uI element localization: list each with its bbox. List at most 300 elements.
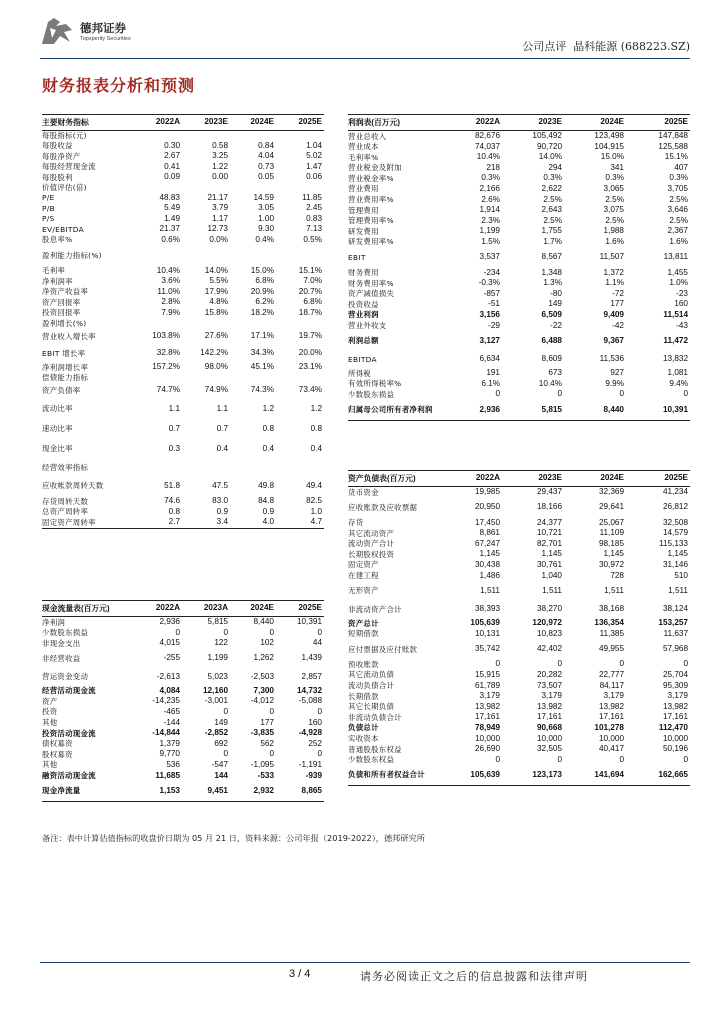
cell-value [134,459,182,476]
table-title: 利润表(百万元) [348,117,400,127]
cell-value: 1,199 [479,226,500,236]
row-label: 其它长期负债 [348,702,395,712]
cell-value: -0.3% [478,278,500,288]
cell-value: 27.6% [204,331,228,341]
cell-value: 13,982 [474,701,500,711]
cell-value: 0.73 [258,161,274,171]
cell-value [230,183,276,193]
cell-value: 160 [308,717,322,727]
cell-value: 1,511 [604,585,624,595]
cell-value: 17,161 [598,712,624,722]
table-row [42,496,324,507]
row-label: 资产负债率 [42,385,81,395]
table-row [348,299,690,310]
cell-value: 25,704 [662,669,688,679]
cell-value: -234 [483,267,500,277]
table-row [42,718,324,729]
row-label: 存货周转天数 [42,496,89,506]
cell-value: 294 [548,162,562,172]
table-row [348,184,690,195]
cell-value: 22,777 [598,669,624,679]
cell-value: 105,492 [532,131,562,140]
cell-value: 38,270 [536,604,562,614]
cell-value: 0 [557,754,562,764]
cell-value: 0.4 [216,443,228,453]
row-label: 营业总收入 [348,131,387,141]
cell-value: 20,950 [474,502,500,512]
cell-value [182,183,230,193]
row-label: 投资收益 [348,299,379,309]
row-label: 其它流动资产 [348,528,395,538]
cell-value: 0.3% [605,173,624,183]
cell-value: 123,173 [532,769,562,779]
table-row [42,781,324,802]
cell-value: 0.7 [216,423,228,433]
cell-value: 14.59 [253,192,274,202]
cell-value: 0 [223,706,228,716]
cell-value: 32.8% [156,348,180,358]
table-row [42,183,324,193]
cell-value [134,183,182,193]
cell-value: 10.4% [538,378,562,388]
cell-value: 144 [214,770,228,780]
cell-value: 31,146 [662,559,688,569]
cell-value: 0 [317,706,322,716]
cell-value: 14.0% [538,152,562,162]
cell-value: 11,514 [663,309,688,319]
cell-value: 15.0% [250,265,274,275]
cell-value: 73,507 [536,680,562,690]
cell-value: 2.5% [543,194,562,204]
page-title: 财务报表分析和预测 [42,76,196,95]
table-row [42,739,324,750]
row-label: 债权募资 [42,739,73,749]
cell-value: 1,455 [667,267,688,277]
cell-value: 3.05 [258,203,274,213]
cell-value: 1,988 [603,226,624,236]
cell-value: 11,685 [155,770,180,780]
cell-value: 2,857 [301,671,322,681]
cell-value: 2,936 [159,617,180,626]
cell-value: 13,982 [598,701,624,711]
cell-value: 1,040 [541,570,562,580]
page-number: 3 / 4 [289,968,311,980]
table-row [42,203,324,214]
table-row [42,507,324,518]
table-row [348,518,690,529]
cell-value: 0.30 [164,140,180,150]
table-row [348,560,690,571]
cell-value: 17.9% [204,286,228,296]
income-statement-panel [348,114,690,421]
row-label: 管理费用 [348,205,379,215]
cell-value: 0 [223,627,228,637]
cell-value: 101,278 [594,722,624,732]
cell-value: 728 [610,570,624,580]
cell-value: 3.6% [161,276,180,286]
cell-value: 1.1 [216,403,228,413]
cell-value: -1,095 [250,759,274,769]
row-label: 营业利润 [348,310,379,320]
table-row [42,362,324,373]
table-row [42,373,324,383]
cell-value: 2,367 [667,226,688,236]
cell-value: 1,372 [603,267,624,277]
table-row [42,760,324,771]
cell-value: 38,393 [474,604,500,614]
cell-value: 38,124 [662,604,688,614]
table-row [42,214,324,225]
cell-value: 1,348 [541,267,562,277]
footer-divider [40,962,690,963]
cell-value: 1.04 [306,140,322,150]
table-row [42,617,324,628]
row-label: 短期借款 [348,629,379,639]
table-title: 资产负债表(百万元) [348,473,416,483]
row-label: 净利润率 [42,276,73,286]
cell-value: -533 [257,770,274,780]
cell-value: 1,145 [541,549,562,559]
cell-value: 0 [557,659,562,669]
cell-value: 5,023 [207,671,228,681]
table-row [42,308,324,319]
cell-value: 0.41 [164,161,180,171]
cell-value: 0.3% [669,173,688,183]
cell-value: 0.6% [161,234,180,244]
cell-value: 1.0 [310,506,322,516]
row-label: 实收资本 [348,734,379,743]
cell-value: 30,761 [536,559,562,569]
cell-value: 1.6% [605,236,624,246]
cell-value: 32,508 [662,517,688,527]
cell-value: 10,823 [536,628,562,638]
cell-value: 8,609 [541,354,562,364]
cell-value [134,373,182,383]
cell-value: 1,511 [668,585,688,595]
cell-value: 105,639 [470,618,500,628]
table-row [348,289,690,300]
cell-value: -43 [676,320,688,330]
row-label: 少数股东权益 [348,755,395,765]
table-row [348,702,690,713]
row-label: 资产减值损失 [348,289,395,299]
cell-value: 11,385 [599,628,624,638]
cell-value: 10,000 [536,733,562,743]
cell-value: 5.49 [164,203,180,213]
table-row [42,131,324,141]
cell-value: 0 [317,749,322,759]
cell-value: 1.0% [669,278,688,288]
year-header: 2023E [538,473,562,483]
table-row [42,382,324,399]
cell-value: 0.3% [543,173,562,183]
year-header: 2025E [664,473,688,483]
cell-value: 8,440 [603,404,624,414]
cell-value: 1.6% [669,236,688,246]
row-label: 营业费用 [348,184,379,194]
table-row [348,734,690,745]
cell-value: 1.2 [262,403,274,413]
cell-value: 123,498 [594,131,624,140]
row-label: 非经营收益 [42,653,81,663]
cell-value: 122 [214,638,228,648]
cell-value: 3,179 [479,691,500,701]
cell-value: 13,982 [536,701,562,711]
cell-value: 78,949 [474,722,500,732]
cell-value: 1,755 [541,226,562,236]
row-label: EBITDA [348,354,377,364]
company-name-en: Topsperity Securities [80,36,131,42]
cell-value: 2.5% [605,215,624,225]
table-row [348,163,690,174]
cell-value: 3,156 [479,309,500,319]
table-row [42,728,324,739]
cell-value: 57,968 [662,644,688,654]
cell-value: 1.5% [481,236,500,246]
cell-value [230,459,276,476]
row-label: P/S [42,214,55,224]
table-row [348,400,690,421]
cell-value: 84.8 [258,496,274,506]
cell-value: 10,000 [598,733,624,743]
year-header: 2025E [298,117,322,127]
cell-value: 0.4 [310,443,322,453]
row-label: 预收账款 [348,659,379,669]
cell-value: 7,300 [253,685,274,695]
row-label: EV/EBITDA [42,224,84,234]
cell-value [182,459,230,476]
cell-value: 3,127 [479,335,500,345]
cell-value: 2.5% [669,194,688,204]
table-row [348,539,690,550]
table-row [348,195,690,206]
cell-value: 3,646 [667,205,688,215]
year-header: 2025E [298,603,322,613]
row-label: EBIT [348,252,366,262]
cell-value: 15.1% [664,152,688,162]
cell-value: 18.2% [250,307,274,317]
cell-value: 3,179 [603,691,624,701]
row-label: 其它流动负债 [348,670,395,680]
cell-value: 15,915 [474,669,500,679]
row-label: 研发费用率% [348,237,394,247]
cell-value: 1,511 [480,585,500,595]
cell-value: 147,848 [658,131,688,140]
cell-value: 10.4% [156,265,180,275]
row-label: 其他 [42,718,58,728]
cell-value: 30,972 [598,559,624,569]
cell-value: 6.2% [255,297,274,307]
row-label: 净利润 [42,617,66,627]
table-row [348,581,690,601]
table-row [348,629,690,640]
table-row [42,638,324,649]
cell-value: 177 [610,299,624,309]
cell-value: 83.0 [212,496,228,506]
footer-disclaimer: 请务必阅读正文之后的信息披露和法律声明 [360,970,588,983]
table-title: 主要财务指标 [42,117,89,127]
row-label: 营业费用率% [348,195,394,205]
cell-value: 2,936 [479,404,500,414]
cell-value: 1,914 [479,205,500,215]
cell-value: 1,153 [159,785,180,795]
cell-value: -144 [163,717,180,727]
cell-value [276,319,324,329]
year-header: 2024E [250,603,274,613]
cell-value: -4,928 [298,728,322,738]
balance-sheet-panel [348,470,690,786]
cell-value: 341 [610,162,624,172]
cell-value: 8,567 [541,252,562,262]
cell-value: 4.7 [310,517,322,527]
cell-value: 17,161 [662,712,688,722]
cell-value: 0.9 [262,506,274,516]
cell-value: 0 [269,627,274,637]
cell-value: -465 [163,706,180,716]
row-label: 速动比率 [42,424,73,434]
row-label: 普通股股东权益 [348,744,402,754]
cell-value: 177 [260,717,274,727]
cell-value: 0 [495,754,500,764]
year-header: 2022A [475,117,500,127]
cell-value: 2.45 [306,203,322,213]
cell-value: 44 [312,638,322,648]
table-row [348,670,690,681]
cell-value: 0.83 [306,213,322,223]
cell-value: 21.37 [159,224,180,234]
table-row [348,152,690,163]
row-label: 利润总额 [348,336,379,346]
cell-value: 2.5% [669,215,688,225]
cell-value: 162,665 [658,769,688,779]
table-row [348,659,690,670]
row-label: 每股股利 [42,172,73,182]
cell-value: -3,835 [250,728,274,738]
row-label: 存货 [348,518,364,528]
source-note: 备注：表中计算估值指标的收盘价日期为 05 月 21 日，资料来源：公司年报（2019-2022），德邦研究所 [42,833,425,843]
cell-value: 0.4 [262,443,274,453]
cell-value: 2.8% [161,297,180,307]
cell-value: 1.7% [543,236,562,246]
row-label: 经营活动现金流 [42,686,96,696]
cell-value [182,246,230,266]
cell-value: 0 [619,754,624,764]
table-row [42,235,324,246]
row-label: 营运资金变动 [42,672,89,682]
row-label: 净资产收益率 [42,287,89,297]
table-row [42,224,324,235]
cell-value: 0 [223,749,228,759]
table-row [348,142,690,153]
cell-value: 2,643 [541,205,562,215]
cell-value: 0.00 [212,172,228,182]
cell-value: 41,234 [662,487,688,496]
cell-value: 6,488 [541,335,562,345]
cell-value: 0 [683,754,688,764]
cell-value: 9.9% [605,378,624,388]
row-label: 固定资产周转率 [42,517,96,527]
table-row [42,345,324,362]
cell-value [230,246,276,266]
cell-value: 9,409 [603,309,624,319]
row-label: 非现金支出 [42,638,81,648]
table-row [348,487,690,498]
cell-value: 1,081 [667,368,688,378]
row-label: P/E [42,193,55,203]
cell-value: 6,634 [479,354,500,364]
row-label: 所得税 [348,368,372,378]
cell-value: 19.7% [298,331,322,341]
cell-value: 0.4% [255,234,274,244]
cell-value: 0 [557,389,562,399]
cell-value: 1,199 [207,653,228,663]
table-row [42,649,324,669]
table-row [42,151,324,162]
cell-value: 1.00 [258,213,274,223]
cell-value: 49.8 [258,480,274,490]
row-label: 每股收益 [42,141,73,151]
table-row [42,276,324,287]
cell-value: 74.9% [204,385,228,395]
table-header-row [42,115,324,131]
cell-value: 3,537 [479,252,500,262]
cell-value: 2.6% [481,194,500,204]
income-statement-table [348,114,690,421]
cell-value: 6.8% [303,297,322,307]
year-header: 2022A [475,473,500,483]
row-label: 负债总计 [348,723,379,733]
table-row [348,331,690,351]
cell-value: 8,861 [479,528,500,538]
table-header-row [348,115,690,131]
table-row [348,379,690,390]
cell-value: 90,668 [536,722,562,732]
cell-value: 21.17 [207,192,228,202]
cell-value [276,246,324,266]
table-row [42,328,324,345]
cell-value: -3,001 [204,696,228,706]
cell-value: 1.49 [164,213,180,223]
table-row [348,712,690,723]
cell-value: 34.3% [250,348,274,358]
cell-value: 2.67 [164,151,180,161]
row-label: 营业外收支 [348,321,387,330]
cell-value: 407 [674,162,688,172]
cell-value: 9,770 [159,749,180,759]
table-row [42,459,324,476]
cell-value: 32,505 [536,744,562,754]
table-row [42,319,324,329]
cell-value [230,319,276,329]
cell-value: 20.0% [298,348,322,358]
cell-value [276,459,324,476]
cell-value: 153,257 [658,618,688,628]
cell-value: -42 [612,320,624,330]
row-label: 每股指标(元) [42,131,87,140]
cell-value [134,319,182,329]
row-label: 毛利率 [42,266,66,276]
table-row [348,368,690,379]
cell-value: 2.5% [605,194,624,204]
year-header: 2024E [250,117,274,127]
row-label: 少数股东损益 [42,628,89,638]
cell-value: 15.1% [298,265,322,275]
row-label: 归属母公司所有者净利润 [348,405,433,415]
year-header: 2023E [538,117,562,127]
cell-value: 3,065 [603,183,624,193]
table-row [348,226,690,237]
row-label: 负债和所有者权益合计 [348,770,425,780]
